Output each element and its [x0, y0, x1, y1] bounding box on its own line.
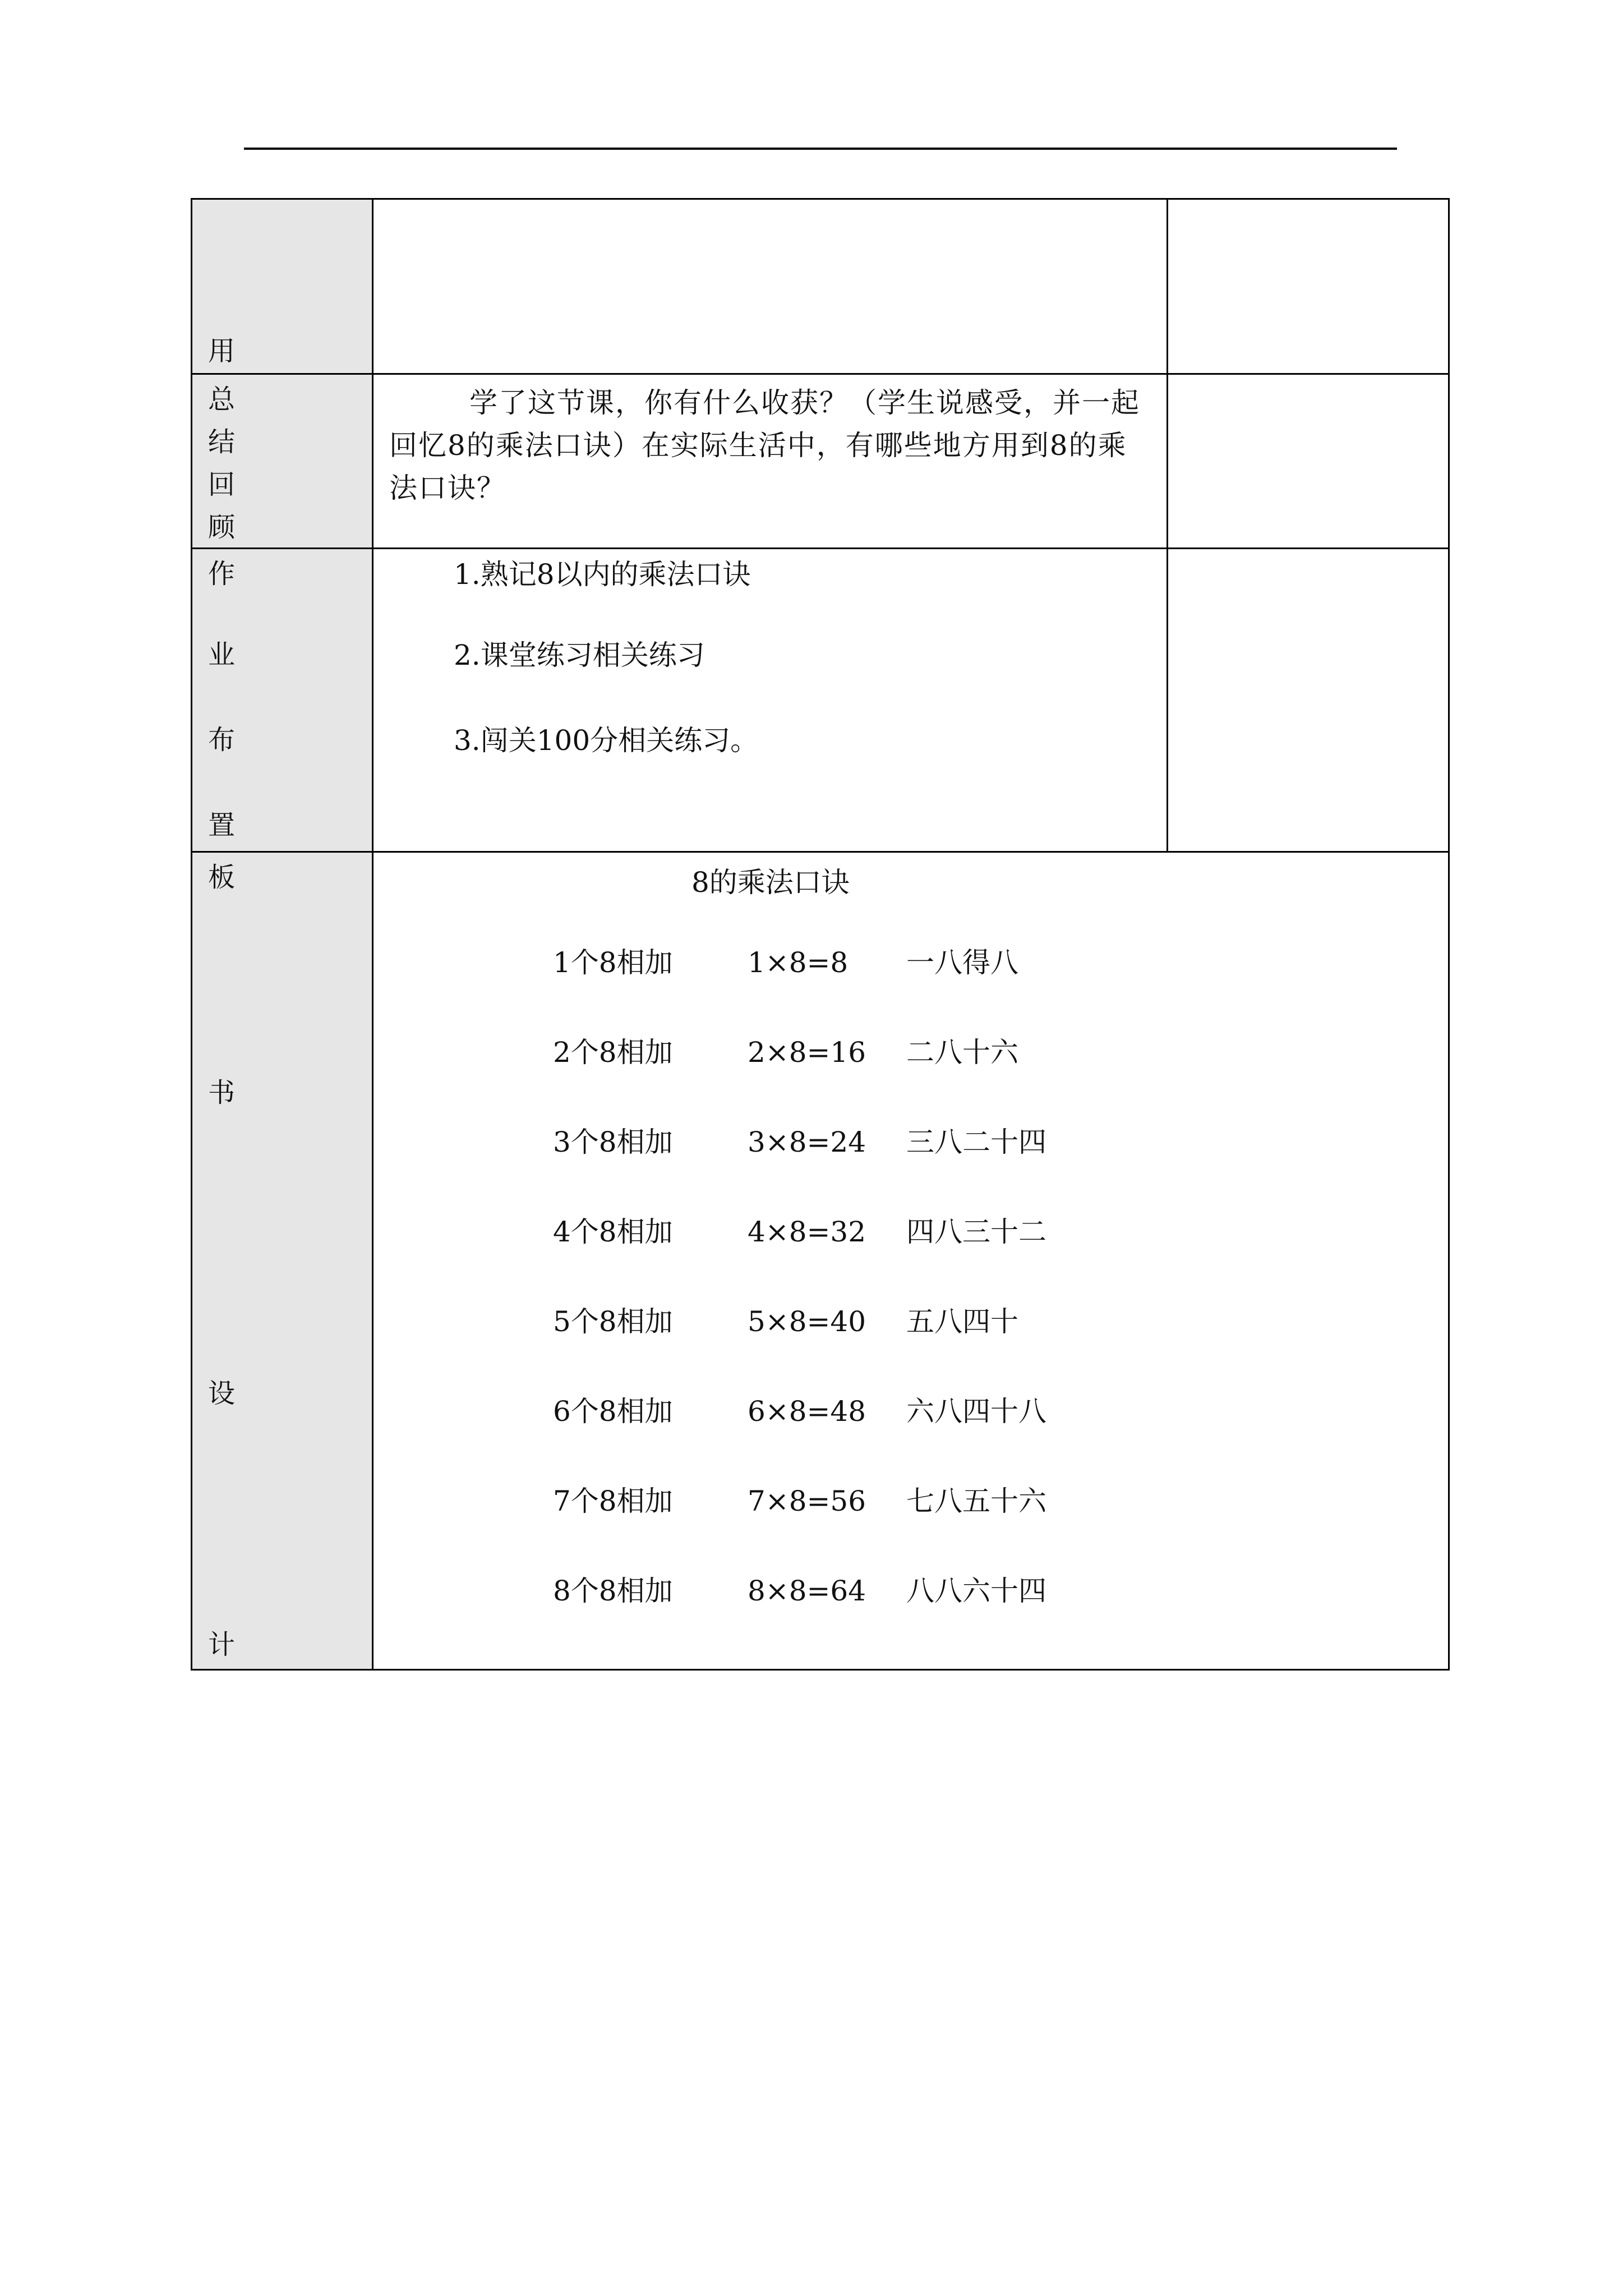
board-row — [553, 1577, 1114, 1611]
label-char: 业 — [208, 639, 236, 670]
board-rhyme: 七八五十六 — [906, 1485, 1046, 1517]
board-rhyme: 六八四十八 — [906, 1395, 1046, 1428]
lesson-plan-table — [191, 198, 1450, 1671]
board-rhyme: 八八六十四 — [906, 1575, 1046, 1607]
board-equation: 3×8=24 — [748, 1126, 866, 1158]
board-equation: 1×8=8 — [748, 946, 849, 979]
content-cell-homework — [373, 549, 1168, 852]
content-cell-summary — [373, 374, 1168, 549]
content-cell-board-design — [373, 852, 1449, 1670]
board-add: 1个8相加 — [553, 946, 673, 979]
note-cell-homework — [1168, 549, 1449, 852]
board-add: 4个8相加 — [553, 1216, 673, 1248]
board-equation: 5×8=40 — [748, 1305, 866, 1338]
row-board-design — [192, 852, 1449, 1670]
header-rule — [244, 148, 1397, 150]
board-title: 8的乘法口诀 — [691, 866, 850, 899]
homework-item: 3.闯关100分相关练习。 — [454, 724, 759, 757]
board-equation: 6×8=48 — [748, 1395, 866, 1428]
homework-item: 1.熟记8以内的乘法口诀 — [454, 558, 751, 591]
board-row — [553, 1305, 1114, 1341]
row-homework — [192, 549, 1449, 852]
summary-text: 学了这节课，你有什么收获？（学生说感受，并一起回忆8的乘法口诀）在实际生活中，有哪些地方用到8的乘法口诀？ — [389, 386, 1140, 504]
row-summary — [192, 374, 1449, 549]
label-char: 回 — [208, 469, 236, 500]
board-add: 7个8相加 — [553, 1485, 673, 1517]
label-char: 计 — [208, 1629, 236, 1660]
board-equation: 7×8=56 — [748, 1485, 866, 1517]
label-char: 布 — [208, 724, 236, 756]
board-rhyme: 一八得八 — [906, 946, 1018, 979]
board-row — [553, 1038, 1114, 1072]
label-char: 结 — [208, 426, 236, 458]
board-equation: 8×8=64 — [748, 1575, 866, 1607]
board-add: 2个8相加 — [553, 1036, 673, 1069]
homework-item: 2.课堂练习相关练习 — [454, 639, 705, 671]
content-cell-application — [373, 199, 1168, 374]
label-cell-summary — [192, 374, 373, 549]
board-rhyme: 三八二十四 — [906, 1126, 1046, 1158]
board-rhyme: 五八四十 — [906, 1305, 1018, 1338]
label-cell-application — [192, 199, 373, 374]
board-row — [553, 1397, 1114, 1431]
board-add: 5个8相加 — [553, 1305, 673, 1338]
board-add: 6个8相加 — [553, 1395, 673, 1428]
board-rhyme: 四八三十二 — [906, 1216, 1046, 1248]
label-char: 顾 — [208, 512, 236, 543]
label-char: 作 — [208, 558, 236, 590]
board-rhyme: 二八十六 — [906, 1036, 1018, 1069]
label-char: 设 — [208, 1378, 236, 1409]
label-cell-board-design — [192, 852, 373, 1670]
label-char: 置 — [208, 809, 236, 841]
note-cell-application — [1168, 199, 1449, 374]
row-application — [192, 199, 1449, 374]
board-row — [553, 1218, 1114, 1251]
label-char: 书 — [208, 1077, 236, 1108]
label-cell-homework — [192, 549, 373, 852]
board-equation: 2×8=16 — [748, 1036, 866, 1069]
board-equation: 4×8=32 — [748, 1216, 866, 1248]
label-char: 用 — [208, 335, 236, 367]
label-char: 总 — [208, 384, 236, 415]
board-row — [553, 946, 1114, 982]
board-add: 8个8相加 — [553, 1575, 673, 1607]
note-cell-summary — [1168, 374, 1449, 549]
board-row — [553, 1487, 1114, 1521]
board-row — [553, 1128, 1114, 1162]
board-add: 3个8相加 — [553, 1126, 673, 1158]
label-char: 板 — [208, 862, 236, 893]
